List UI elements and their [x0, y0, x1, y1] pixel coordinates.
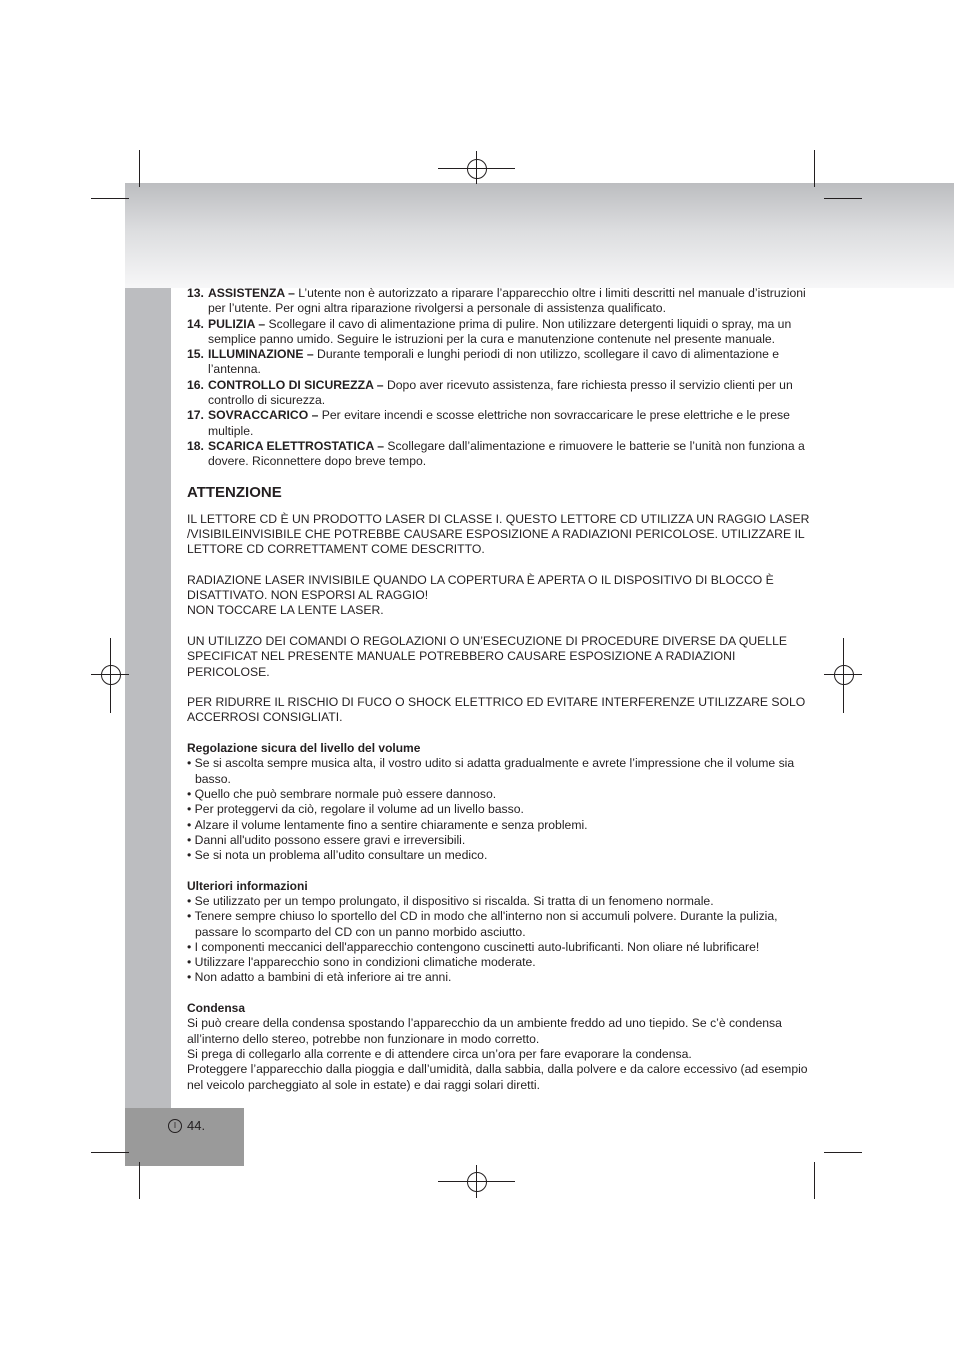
crop-mark: [139, 150, 140, 187]
item-number: 15.: [187, 347, 204, 362]
list-item: • Quello che può sembrare normale può essere dannoso.: [187, 787, 812, 802]
crop-mark: [824, 1152, 862, 1153]
item-text: Scollegare il cavo di alimentazione prima di pulire. Non utilizzare detergenti liquidi o spray, ma un semplice panno umido. Seguire le istruzioni per la cura e manutenzione contenute nel presente manuale.: [208, 316, 792, 346]
side-bar: [125, 288, 171, 1108]
item-text: Durante temporali e lunghi periodi di non utilizzo, scollegare il cavo di alimentazione e l’antenna.: [208, 347, 780, 377]
item-text: Per evitare incendi e scosse elettriche non sovraccaricare le prese elettriche e le prese multiple.: [208, 408, 790, 438]
item-number: 13.: [187, 286, 204, 300]
lens-warning-text: NON TOCCARE LA LENTE LASER.: [187, 603, 384, 618]
item-text: Scollegare dall’alimentazione e rimuovere le batterie se l’unità non funziona a dovere. Riconnettere dopo breve tempo.: [208, 438, 805, 469]
list-item: • Se si ascolta sempre musica alta, il vostro udito si adatta gradualmente e avrete l’impressione che il volume sia basso.: [187, 756, 812, 787]
language-italian-icon: I: [168, 1119, 182, 1133]
item-number: 14.: [187, 316, 204, 331]
list-item: • Per proteggervi da ciò, regolare il volume ad un livello basso.: [187, 802, 812, 817]
crop-mark: [139, 1162, 140, 1199]
list-item: • Se utilizzato per un tempo prolungato, il dispositivo si riscalda. Si tratta di un fenomeno normale.: [187, 894, 812, 909]
registration-mark-circle: [467, 1172, 487, 1192]
laser-radiation-paragraph: [187, 573, 812, 619]
crop-mark: [91, 198, 129, 199]
item-number: 17.: [187, 408, 204, 423]
info-list: [187, 894, 812, 986]
crop-mark: [91, 1152, 129, 1153]
registration-mark-circle: [834, 665, 854, 685]
item-text: L’utente non è autorizzato a riparare l’apparecchio oltre i limiti descritti nel manuale d’istruzioni per l’utente. Per ogni altra riparazione rivolgersi a personale di assistenza qualificato.: [208, 286, 806, 316]
item-number: 16.: [187, 377, 204, 392]
item-title: SOVRACCARICO –: [208, 408, 319, 423]
footer-block: [125, 1108, 244, 1166]
laser-class-paragraph: IL LETTORE CD È UN PRODOTTO LASER DI CLASSE I. QUESTO LETTORE CD UTILIZZA UN RAGGIO LASER /VISIBILEINVISIBILE CHE POTREBBE CAUSARE ESPOSIZIONE A RADIAZIONI PERICOLOSE. UTILIZZARE IL LETTORE CD CORRETTAMENT COME DESCRITTO.: [187, 511, 810, 557]
item-title: ILLUMINAZIONE –: [208, 347, 314, 362]
list-item: • Danni all'udito possono essere gravi e irreversibili.: [187, 833, 812, 848]
safety-item: [187, 317, 812, 348]
attenzione-heading: ATTENZIONE: [187, 483, 282, 501]
condensa-line: Si può creare della condensa spostando l’apparecchio da un ambiente freddo ad uno tiepido. Se c’è condensa all’interno dello stereo, potrebbe non funzionare in modo corretto.: [187, 1016, 782, 1046]
fire-risk-paragraph: PER RIDURRE IL RISCHIO DI FUCO O SHOCK ELETTRICO ED EVITARE INTERFERENZE UTILIZZARE SOLO ACCERROSI CONSIGLIATI.: [187, 695, 806, 725]
list-item: • Tenere sempre chiuso lo sportello del CD in modo che all'interno non si accumuli polvere. Durante la pulizia, passare lo scomparto del CD con un panno morbido asciutto.: [187, 909, 812, 940]
registration-mark-circle: [101, 665, 121, 685]
page-number: 44.: [187, 1118, 206, 1133]
crop-mark: [814, 1162, 815, 1199]
condensa-line: Si prega di collegarlo alla corrente e di attendere circa un’ora per fare evaporare la condensa.: [187, 1046, 692, 1061]
condensa-section: [187, 1001, 812, 1093]
list-item: • Utilizzare l'apparecchio sono in condizioni climatiche moderate.: [187, 955, 812, 970]
item-title: PULIZIA –: [208, 316, 266, 331]
crop-mark: [824, 198, 862, 199]
volume-list: [187, 756, 812, 863]
crop-mark: [814, 150, 815, 187]
condensa-line: Proteggere l’apparecchio dalla pioggia e dall’umidità, dalla sabbia, dalla polvere e da calore eccessivo (ad esempio nel veicolo parcheggiato al sole in estate) e dai raggi solari diretti.: [187, 1062, 808, 1092]
volume-heading: Regolazione sicura del livello del volume: [187, 741, 421, 756]
controls-paragraph: UN UTILIZZO DEI COMANDI O REGOLAZIONI O UN’ESECUZIONE DI PROCEDURE DIVERSE DA QUELLE SPECIFICAT NEL PRESENTE MANUALE POTREBBERO CAUSARE ESPOSIZIONE A RADIAZIONI PERICOLOSE.: [187, 633, 787, 679]
item-number: 18.: [187, 438, 204, 453]
item-title: CONTROLLO DI SICUREZZA –: [208, 377, 384, 392]
condensa-heading: Condensa: [187, 1001, 246, 1016]
safety-list: [187, 286, 812, 470]
item-title: SCARICA ELETTROSTATICA –: [208, 438, 385, 453]
safety-item: [187, 378, 812, 409]
item-text: Dopo aver ricevuto assistenza, fare richiesta presso il servizio clienti per un controllo di sicurezza.: [208, 377, 793, 408]
laser-radiation-text: RADIAZIONE LASER INVISIBILE QUANDO LA COPERTURA È APERTA O IL DISPOSITIVO DI BLOCCO È DISATTIVATO. NON ESPORSI AL RAGGIO!: [187, 572, 774, 603]
safety-item: [187, 439, 812, 470]
list-item: • Se si nota un problema all’udito consultare un medico.: [187, 848, 812, 863]
safety-item: [187, 286, 812, 317]
page-content: [187, 286, 812, 1093]
list-item: • I componenti meccanici dell'apparecchio contengono cuscinetti auto-lubrificanti. Non oliare né lubrificare!: [187, 940, 812, 955]
list-item: • Non adatto a bambini di età inferiore ai tre anni.: [187, 970, 812, 985]
item-title: ASSISTENZA –: [208, 286, 295, 300]
info-heading: Ulteriori informazioni: [187, 878, 308, 893]
list-item: • Alzare il volume lentamente fino a sentire chiaramente e senza problemi.: [187, 818, 812, 833]
safety-item: [187, 347, 812, 378]
safety-item: [187, 408, 812, 439]
page-number-block: [168, 1118, 205, 1133]
registration-mark-circle: [467, 159, 487, 179]
